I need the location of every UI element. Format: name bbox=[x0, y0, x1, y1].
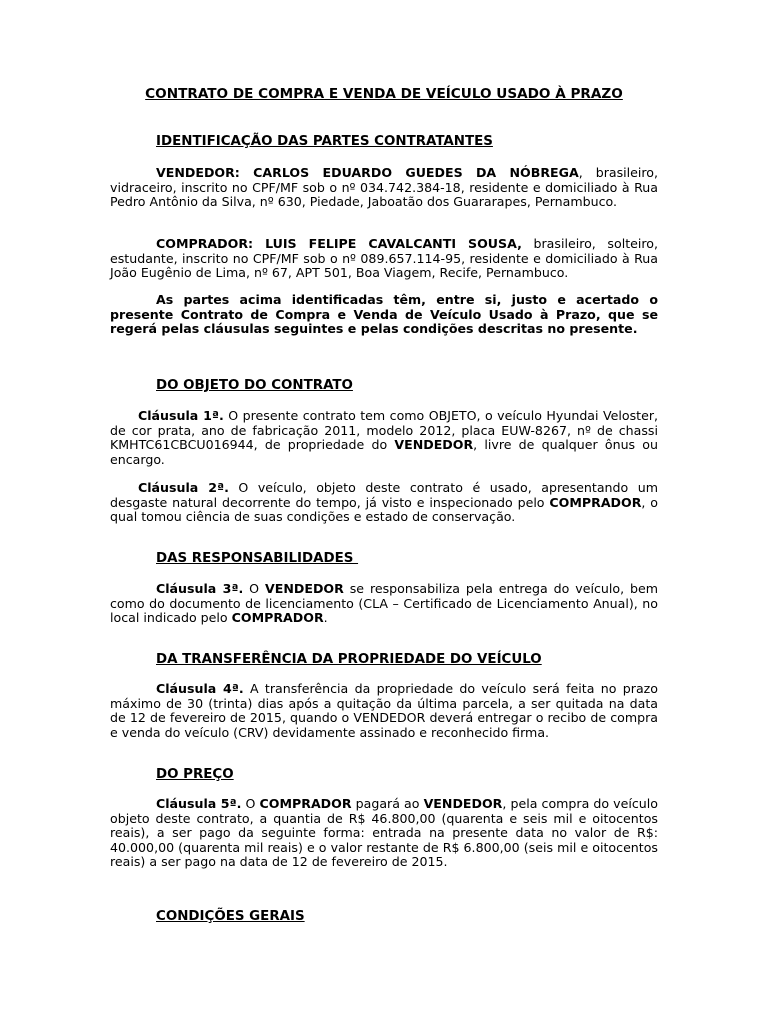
heading-transferencia: DA TRANSFERÊNCIA DA PROPRIEDADE DO VEÍCULO bbox=[156, 652, 542, 667]
comprador-text: brasileiro, solteiro, estudante, inscrito no CPF/MF sob o nº 089.657.114-95, residente e domiciliado à Rua João Eugênio de Lima, nº 67, APT 501, Boa Viagem, Recife, Pernambuco. bbox=[110, 236, 658, 281]
clausula-1-label: Cláusula 1ª. bbox=[138, 408, 224, 423]
clausula-3-text-b: se responsabiliza pela entrega do veículo, bem como do documento de licenciamento (CLA – Certificado de Licenciamento Anual), no local indicado pelo bbox=[110, 581, 658, 626]
paragraph-partes: As partes acima identificadas têm, entre si, justo e acertado o presente Contrato de Compra e Venda de Veículo Usado à Prazo, que se regerá pelas cláusulas seguintes e pelas condições descritas no presente. bbox=[110, 292, 658, 337]
clausula-5-text-a: O bbox=[241, 796, 260, 811]
clausula-4-text: A transferência da propriedade do veículo será feita no prazo máximo de 30 (trinta) dias após a quitação da última parcela, a ser quitada na data de 12 de fevereiro de 2015, quando o VENDEDOR deverá entregar o recibo de compra e venda do veículo (CRV) devidamente assinado e reconhecido firma. bbox=[110, 681, 658, 740]
paragraph-clausula-4 bbox=[110, 682, 658, 740]
clausula-2-label: Cláusula 2ª. bbox=[138, 480, 229, 495]
paragraph-vendedor bbox=[110, 166, 658, 210]
clausula-3-label: Cláusula 3ª. bbox=[156, 581, 244, 596]
contract-title: CONTRATO DE COMPRA E VENDA DE VEÍCULO USADO À PRAZO bbox=[145, 86, 623, 102]
paragraph-clausula-1 bbox=[110, 409, 658, 467]
clausula-2-text-a: O veículo, objeto deste contrato é usado, apresentando um desgaste natural decorrente do tempo, já visto e inspecionado pelo bbox=[110, 480, 658, 510]
vendedor-text: , brasileiro, vidraceiro, inscrito no CPF/MF sob o nº 034.742.384-18, residente e domiciliado à Rua Pedro Antônio da Silva, nº 630, Piedade, Jaboatão dos Guararapes, Pernambuco. bbox=[110, 165, 659, 210]
clausula-5-label: Cláusula 5ª. bbox=[156, 796, 242, 811]
paragraph-clausula-3 bbox=[110, 582, 658, 626]
vendedor-label: VENDEDOR: CARLOS EDUARDO GUEDES DA NÓBREGA bbox=[156, 165, 579, 180]
clausula-3-bold-a: VENDEDOR bbox=[265, 581, 344, 596]
clausula-5-text-b: pagará ao bbox=[351, 796, 424, 811]
clausula-5-bold-b: VENDEDOR bbox=[423, 796, 503, 811]
clausula-2-text-b: , o qual tomou ciência de suas condições e estado de conservação. bbox=[110, 494, 659, 525]
clausula-2-bold: COMPRADOR bbox=[549, 494, 642, 510]
clausula-5-bold-a: COMPRADOR bbox=[259, 796, 352, 811]
paragraph-comprador bbox=[110, 237, 658, 281]
clausula-1-text-b: , livre de qualquer ônus ou encargo. bbox=[110, 437, 658, 467]
comprador-label: COMPRADOR: LUIS FELIPE CAVALCANTI SOUSA, bbox=[156, 236, 522, 251]
heading-condicoes: CONDIÇÕES GERAIS bbox=[156, 909, 305, 924]
heading-preco: DO PREÇO bbox=[156, 767, 234, 782]
clausula-3-text-c: . bbox=[323, 610, 328, 626]
clausula-5-text-c: , pela compra do veículo objeto deste contrato, a quantia de R$ 46.800,00 (quarenta e seis mil e oitocentos reais), a ser pago da seguinte forma: entrada na presente data no valor de R$: 40.000,00 (quarenta mil reais) e o valor restante de R$ 6.800,00 (seis mil e oitocentos reais) a ser pago na data de 12 de fevereiro de 2015. bbox=[110, 796, 658, 870]
clausula-3-bold-b: COMPRADOR bbox=[231, 610, 324, 626]
clausula-3-text-a: O bbox=[243, 581, 265, 596]
paragraph-clausula-5 bbox=[110, 797, 658, 870]
heading-responsabilidades: DAS RESPONSABILIDADES bbox=[156, 551, 359, 566]
clausula-1-bold: VENDEDOR bbox=[394, 437, 474, 453]
clausula-1-text-a: O presente contrato tem como OBJETO, o veículo Hyundai Veloster, de cor prata, ano de fabricação 2011, modelo 2012, placa EUW-8267, nº de chassi KMHTC61CBCU016944, de propriedade do bbox=[110, 408, 658, 453]
paragraph-clausula-2 bbox=[110, 481, 658, 525]
clausula-4-label: Cláusula 4ª. bbox=[156, 681, 244, 696]
heading-identificacao: IDENTIFICAÇÃO DAS PARTES CONTRATANTES bbox=[156, 134, 493, 149]
heading-objeto: DO OBJETO DO CONTRATO bbox=[156, 378, 353, 393]
